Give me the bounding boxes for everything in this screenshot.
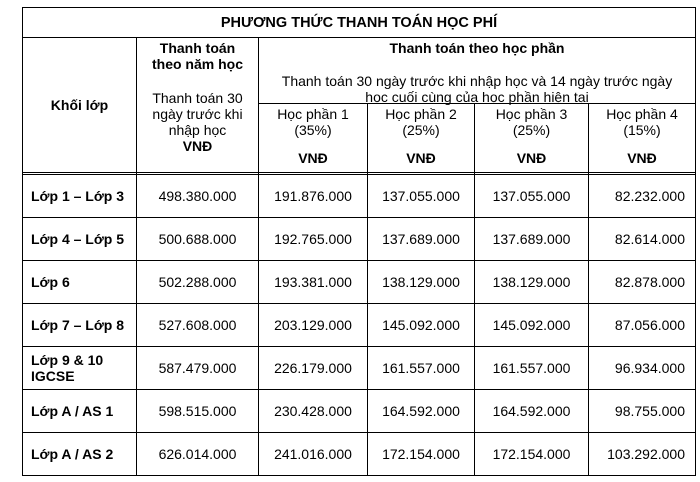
annual-cell: 598.515.000: [137, 390, 259, 433]
table-row: [23, 218, 696, 261]
term-3-unit: VNĐ: [516, 150, 547, 166]
term-2-pct: (25%): [402, 122, 440, 138]
annual-cell: 500.688.000: [137, 218, 259, 261]
spacer: [259, 56, 695, 73]
term2-cell: 138.129.000: [368, 261, 475, 304]
spacer: [589, 138, 695, 150]
annual-cell: 587.479.000: [137, 347, 259, 390]
grade-header: Khối lớp: [23, 38, 137, 173]
term1-cell: 230.428.000: [259, 390, 368, 433]
annual-desc-line1: Thanh toán 30: [152, 90, 243, 106]
term2-cell: 164.592.000: [368, 390, 475, 433]
annual-title-line2: theo năm học: [151, 56, 243, 72]
term-4-name: Học phần 4: [606, 106, 678, 122]
annual-header-continuation: [137, 104, 259, 175]
term-4-unit: VNĐ: [627, 150, 657, 166]
term-col-2: [368, 104, 475, 175]
term4-cell: 103.292.000: [589, 433, 696, 476]
grade-cell: Lớp 7 – Lớp 8: [23, 304, 137, 347]
term-3-pct: (25%): [512, 122, 551, 138]
term1-cell: 192.765.000: [259, 218, 368, 261]
grade-line2: IGCSE: [31, 368, 75, 384]
term1-cell: 191.876.000: [259, 175, 368, 218]
term2-cell: 161.557.000: [368, 347, 475, 390]
term4-cell: 82.878.000: [589, 261, 696, 304]
term-col-1: [259, 104, 368, 175]
term-1-pct: (35%): [294, 122, 332, 138]
table-title: PHƯƠNG THỨC THANH TOÁN HỌC PHÍ: [23, 8, 696, 38]
term4-cell: 82.614.000: [589, 218, 696, 261]
term1-cell: 241.016.000: [259, 433, 368, 476]
grade-cell: [23, 347, 137, 390]
table-row: [23, 261, 696, 304]
term-2-name: Học phần 2: [385, 106, 457, 122]
term3-cell: 137.689.000: [475, 218, 589, 261]
term2-cell: 137.689.000: [368, 218, 475, 261]
grade-cell: Lớp A / AS 2: [23, 433, 137, 476]
term-desc-line1: Thanh toán 30 ngày trước khi nhập học và 14 ngày trước ngày: [281, 73, 673, 89]
term3-cell: 172.154.000: [475, 433, 589, 476]
spacer: [368, 138, 474, 150]
annual-desc-line2: ngày trước khi: [152, 106, 243, 122]
term3-cell: 145.092.000: [475, 304, 589, 347]
term4-cell: 82.232.000: [589, 175, 696, 218]
term3-cell: 137.055.000: [475, 175, 589, 218]
term1-cell: 226.179.000: [259, 347, 368, 390]
table-row: [23, 347, 696, 390]
table-row: [23, 175, 696, 218]
grade-cell: Lớp A / AS 1: [23, 390, 137, 433]
term-col-3: [475, 104, 589, 175]
annual-cell: 527.608.000: [137, 304, 259, 347]
term1-cell: 193.381.000: [259, 261, 368, 304]
annual-cell: 502.288.000: [137, 261, 259, 304]
grade-header-continuation: [23, 104, 137, 175]
term2-cell: 137.055.000: [368, 175, 475, 218]
term3-cell: 161.557.000: [475, 347, 589, 390]
term-desc-line2: học cuối cùng của học phần hiện tại: [365, 89, 589, 105]
grade-cell: Lớp 4 – Lớp 5: [23, 218, 137, 261]
term4-cell: 96.934.000: [589, 347, 696, 390]
annual-cell: 626.014.000: [137, 433, 259, 476]
table-row: [23, 304, 696, 347]
term-title: Thanh toán theo học phần: [389, 40, 565, 56]
term4-cell: 98.755.000: [589, 390, 696, 433]
term-col-4: [589, 104, 696, 175]
table-row: [23, 433, 696, 476]
term-1-name: Học phần 1: [277, 106, 349, 122]
term-4-pct: (15%): [623, 122, 661, 138]
spacer: [137, 72, 258, 90]
term3-cell: 138.129.000: [475, 261, 589, 304]
annual-title-line1: Thanh toán: [159, 40, 236, 56]
term1-cell: 203.129.000: [259, 304, 368, 347]
term-1-unit: VNĐ: [298, 150, 328, 166]
grade-line1: Lớp 9 & 10: [31, 352, 104, 368]
term-2-unit: VNĐ: [406, 150, 436, 166]
annual-cell: 498.380.000: [137, 175, 259, 218]
annual-unit: VNĐ: [182, 138, 213, 154]
term3-cell: 164.592.000: [475, 390, 589, 433]
annual-desc-line3: nhập học: [168, 122, 227, 138]
term2-cell: 172.154.000: [368, 433, 475, 476]
term2-cell: 145.092.000: [368, 304, 475, 347]
term-3-name: Học phần 3: [495, 106, 568, 122]
grade-cell: Lớp 1 – Lớp 3: [23, 175, 137, 218]
spacer: [475, 138, 588, 150]
grade-cell: Lớp 6: [23, 261, 137, 304]
tuition-table-body: [22, 103, 696, 476]
term4-cell: 87.056.000: [589, 304, 696, 347]
spacer: [259, 138, 367, 150]
table-row: [23, 390, 696, 433]
